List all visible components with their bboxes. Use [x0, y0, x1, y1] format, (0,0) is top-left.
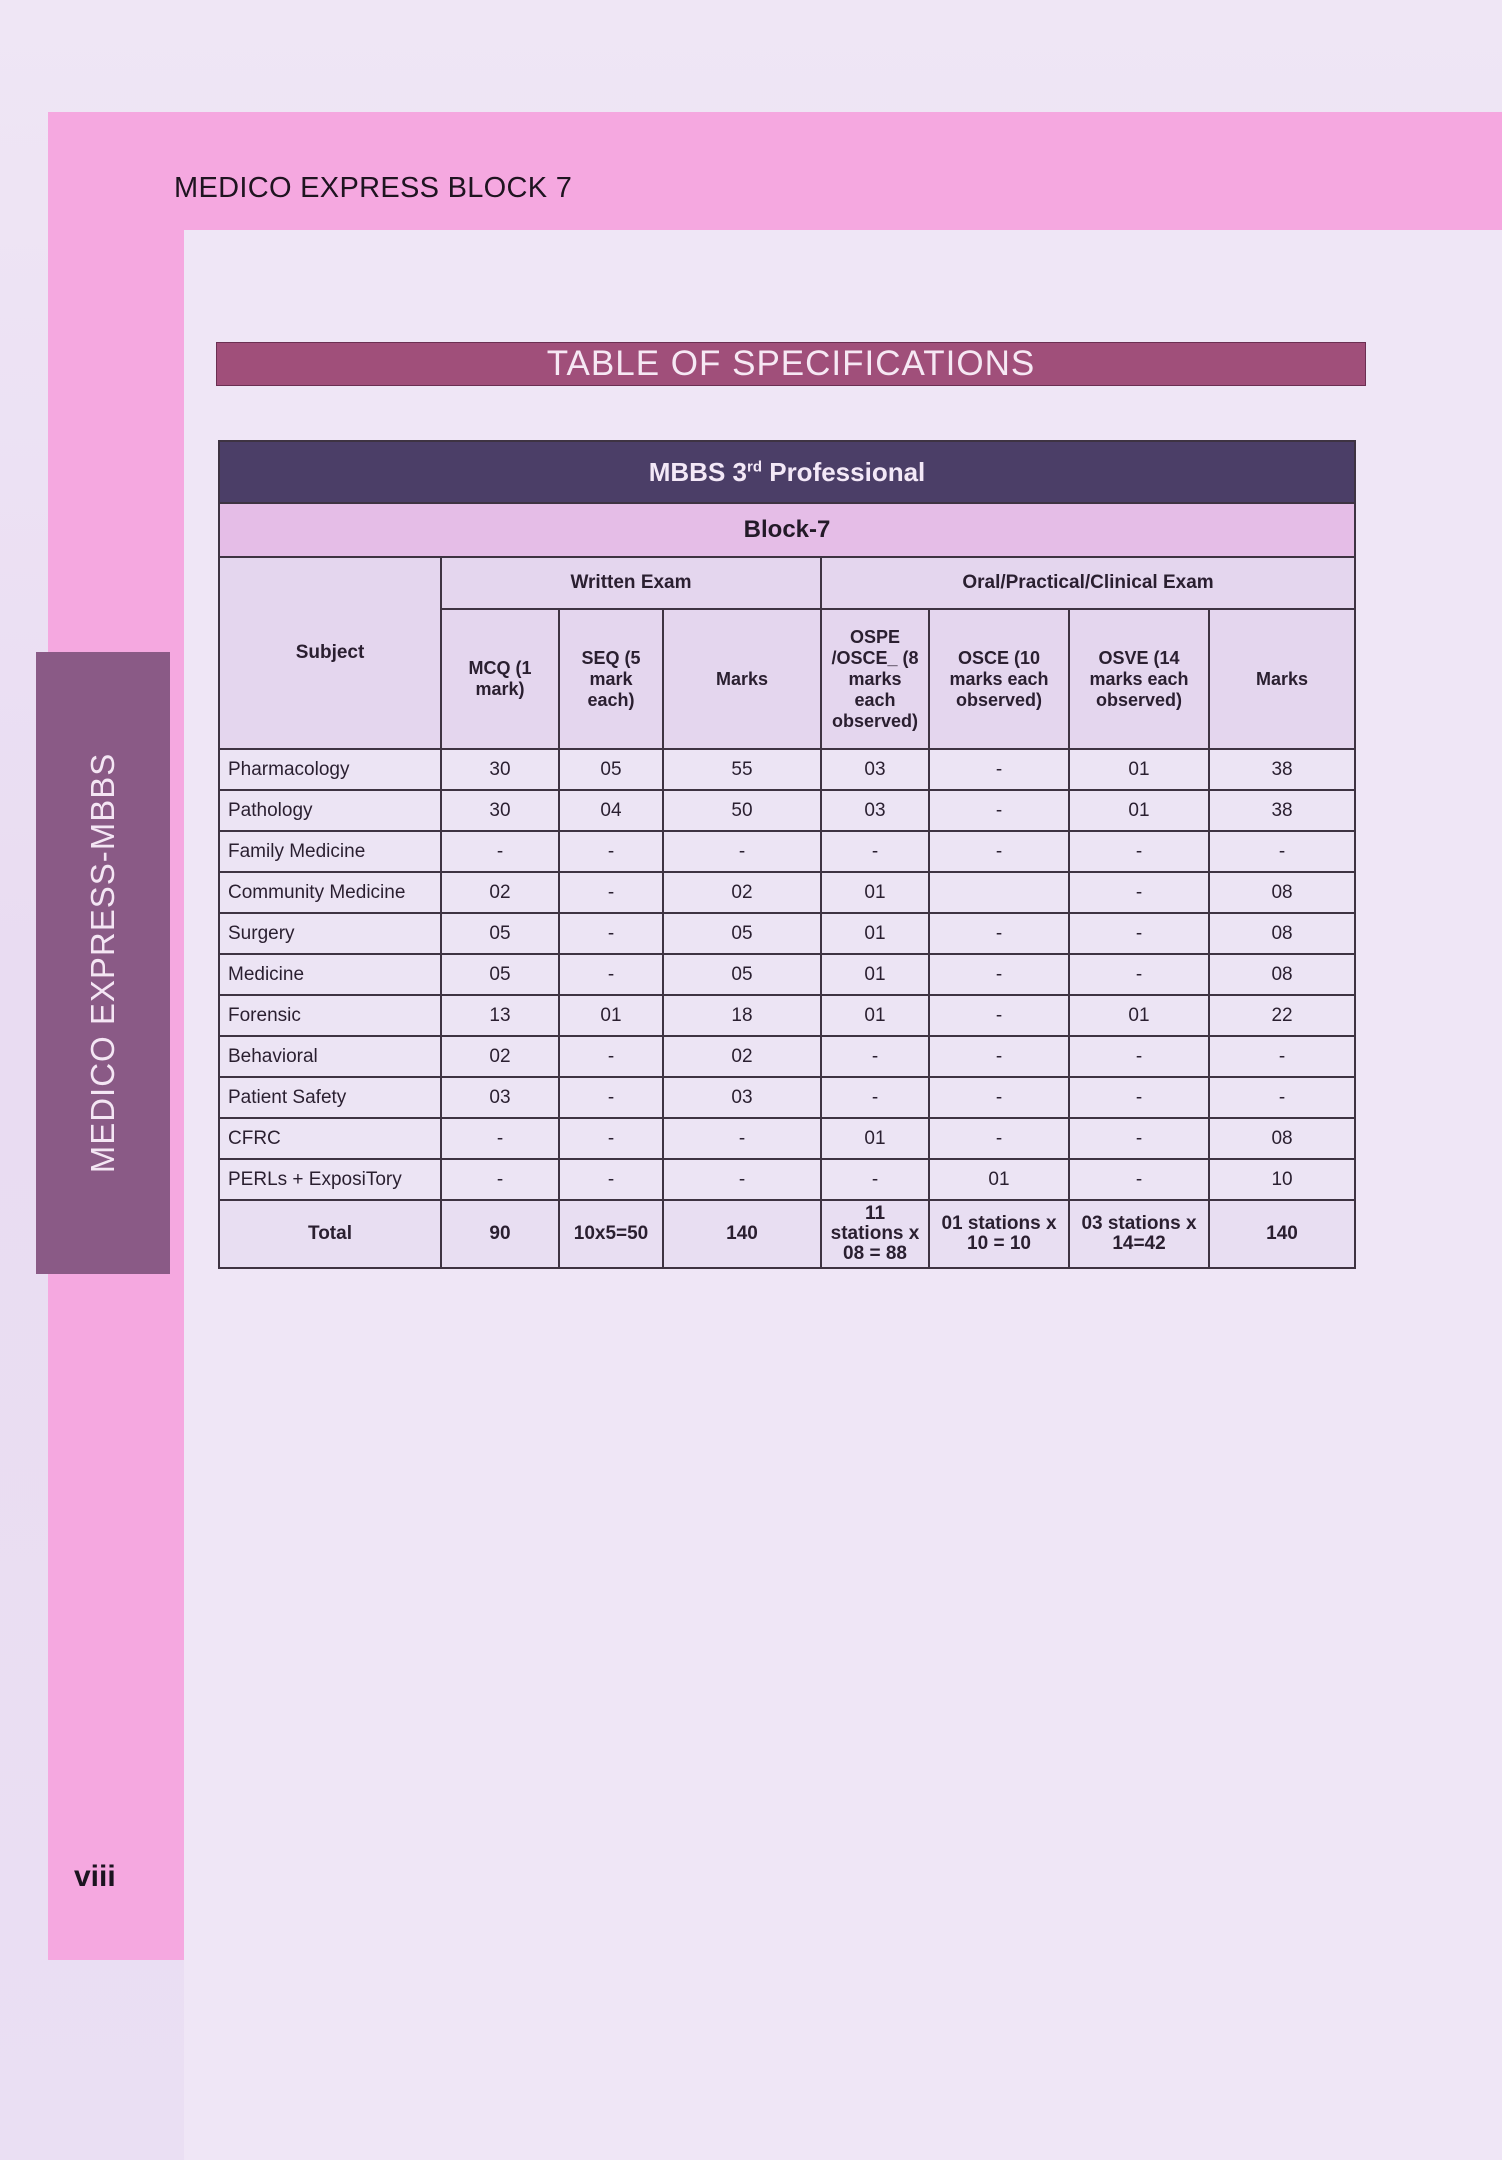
osce-cell: -: [929, 1118, 1069, 1159]
mcq-cell: -: [441, 831, 559, 872]
written-marks-cell: -: [663, 831, 821, 872]
ospe-cell: -: [821, 1159, 929, 1200]
oral-marks-cell: 08: [1209, 913, 1355, 954]
mcq-cell: 30: [441, 790, 559, 831]
osce-cell: [929, 872, 1069, 913]
written-marks-cell: 03: [663, 1077, 821, 1118]
written-marks-cell: 02: [663, 872, 821, 913]
written-marks-cell: 50: [663, 790, 821, 831]
table-row: [219, 872, 1355, 913]
ospe-cell: 03: [821, 790, 929, 831]
table-row: [219, 749, 1355, 790]
oral-marks-cell: 38: [1209, 749, 1355, 790]
written-marks-column-header: Marks: [663, 609, 821, 749]
seq-cell: -: [559, 913, 663, 954]
subject-cell: Behavioral: [219, 1036, 441, 1077]
oral-marks-cell: 08: [1209, 1118, 1355, 1159]
seq-cell: -: [559, 1036, 663, 1077]
total-ospe: 11 stations x 08 = 88: [821, 1200, 929, 1268]
subject-cell: CFRC: [219, 1118, 441, 1159]
osce-cell: -: [929, 749, 1069, 790]
subject-cell: Medicine: [219, 954, 441, 995]
mcq-cell: 05: [441, 913, 559, 954]
oral-marks-cell: 10: [1209, 1159, 1355, 1200]
mcq-cell: -: [441, 1118, 559, 1159]
total-oral-marks: 140: [1209, 1200, 1355, 1268]
subject-cell: Pathology: [219, 790, 441, 831]
seq-cell: -: [559, 1077, 663, 1118]
osve-cell: -: [1069, 1159, 1209, 1200]
ospe-cell: 01: [821, 995, 929, 1036]
oral-marks-cell: -: [1209, 831, 1355, 872]
table-row: [219, 1036, 1355, 1077]
running-header: MEDICO EXPRESS BLOCK 7: [174, 172, 573, 204]
osve-cell: -: [1069, 1036, 1209, 1077]
mcq-cell: -: [441, 1159, 559, 1200]
osce-cell: -: [929, 995, 1069, 1036]
table-row: [219, 995, 1355, 1036]
written-marks-cell: 02: [663, 1036, 821, 1077]
table-row: [219, 1077, 1355, 1118]
ospe-cell: -: [821, 1036, 929, 1077]
mcq-cell: 02: [441, 1036, 559, 1077]
seq-cell: 05: [559, 749, 663, 790]
seq-cell: 01: [559, 995, 663, 1036]
subject-cell: Pharmacology: [219, 749, 441, 790]
page-number: viii: [74, 1860, 116, 1893]
subject-column-header: Subject: [219, 557, 441, 749]
ospe-cell: 01: [821, 1118, 929, 1159]
side-tab-label: MEDICO EXPRESS-MBBS: [84, 752, 121, 1174]
seq-column-header: SEQ (5 mark each): [559, 609, 663, 749]
osve-cell: -: [1069, 872, 1209, 913]
seq-cell: 04: [559, 790, 663, 831]
table-row: [219, 790, 1355, 831]
osce-cell: -: [929, 790, 1069, 831]
written-marks-cell: 18: [663, 995, 821, 1036]
written-marks-cell: -: [663, 1118, 821, 1159]
osve-cell: 01: [1069, 790, 1209, 831]
total-mcq: 90: [441, 1200, 559, 1268]
oral-marks-column-header: Marks: [1209, 609, 1355, 749]
oral-exam-header: Oral/Practical/Clinical Exam: [821, 557, 1355, 609]
total-row: [219, 1200, 1355, 1268]
table-row: [219, 913, 1355, 954]
mcq-cell: 30: [441, 749, 559, 790]
oral-marks-cell: -: [1209, 1077, 1355, 1118]
total-osce: 01 stations x 10 = 10: [929, 1200, 1069, 1268]
total-seq: 10x5=50: [559, 1200, 663, 1268]
total-label: Total: [219, 1200, 441, 1268]
written-marks-cell: 55: [663, 749, 821, 790]
subject-cell: Surgery: [219, 913, 441, 954]
subject-cell: Forensic: [219, 995, 441, 1036]
subject-cell: Family Medicine: [219, 831, 441, 872]
section-title-banner: TABLE OF SPECIFICATIONS: [216, 342, 1366, 386]
ospe-cell: -: [821, 1077, 929, 1118]
written-exam-header: Written Exam: [441, 557, 821, 609]
ospe-cell: 01: [821, 913, 929, 954]
seq-cell: -: [559, 1118, 663, 1159]
written-marks-cell: 05: [663, 913, 821, 954]
osce-cell: -: [929, 831, 1069, 872]
written-marks-cell: 05: [663, 954, 821, 995]
osve-cell: -: [1069, 913, 1209, 954]
osce-cell: -: [929, 954, 1069, 995]
osve-cell: -: [1069, 1077, 1209, 1118]
subject-cell: PERLs + ExposiTory: [219, 1159, 441, 1200]
oral-marks-cell: 38: [1209, 790, 1355, 831]
block-heading: Block-7: [219, 503, 1355, 557]
table-row: [219, 1159, 1355, 1200]
osve-cell: -: [1069, 1118, 1209, 1159]
osce-cell: -: [929, 1077, 1069, 1118]
mcq-cell: 13: [441, 995, 559, 1036]
total-osve: 03 stations x 14=42: [1069, 1200, 1209, 1268]
table-row: [219, 1118, 1355, 1159]
ospe-cell: 03: [821, 749, 929, 790]
subject-cell: Patient Safety: [219, 1077, 441, 1118]
osce-cell: -: [929, 913, 1069, 954]
specifications-table: [218, 440, 1356, 1269]
oral-marks-cell: 08: [1209, 872, 1355, 913]
osve-cell: 01: [1069, 749, 1209, 790]
ospe-cell: 01: [821, 872, 929, 913]
table-title: MBBS 3rd Professional: [219, 441, 1355, 503]
osve-cell: 01: [1069, 995, 1209, 1036]
osve-cell: -: [1069, 954, 1209, 995]
subject-cell: Community Medicine: [219, 872, 441, 913]
osve-column-header: OSVE (14 marks each observed): [1069, 609, 1209, 749]
mcq-cell: 05: [441, 954, 559, 995]
table-row: [219, 831, 1355, 872]
seq-cell: -: [559, 1159, 663, 1200]
mcq-cell: 03: [441, 1077, 559, 1118]
table-row: [219, 954, 1355, 995]
mcq-cell: 02: [441, 872, 559, 913]
oral-marks-cell: 22: [1209, 995, 1355, 1036]
oral-marks-cell: 08: [1209, 954, 1355, 995]
total-written-marks: 140: [663, 1200, 821, 1268]
ospe-column-header: OSPE /OSCE_ (8 marks each observed): [821, 609, 929, 749]
seq-cell: -: [559, 954, 663, 995]
seq-cell: -: [559, 872, 663, 913]
mcq-column-header: MCQ (1 mark): [441, 609, 559, 749]
osce-cell: 01: [929, 1159, 1069, 1200]
ospe-cell: 01: [821, 954, 929, 995]
header-band: [48, 112, 1502, 230]
osve-cell: -: [1069, 831, 1209, 872]
osce-column-header: OSCE (10 marks each observed): [929, 609, 1069, 749]
written-marks-cell: -: [663, 1159, 821, 1200]
seq-cell: -: [559, 831, 663, 872]
oral-marks-cell: -: [1209, 1036, 1355, 1077]
ospe-cell: -: [821, 831, 929, 872]
osce-cell: -: [929, 1036, 1069, 1077]
